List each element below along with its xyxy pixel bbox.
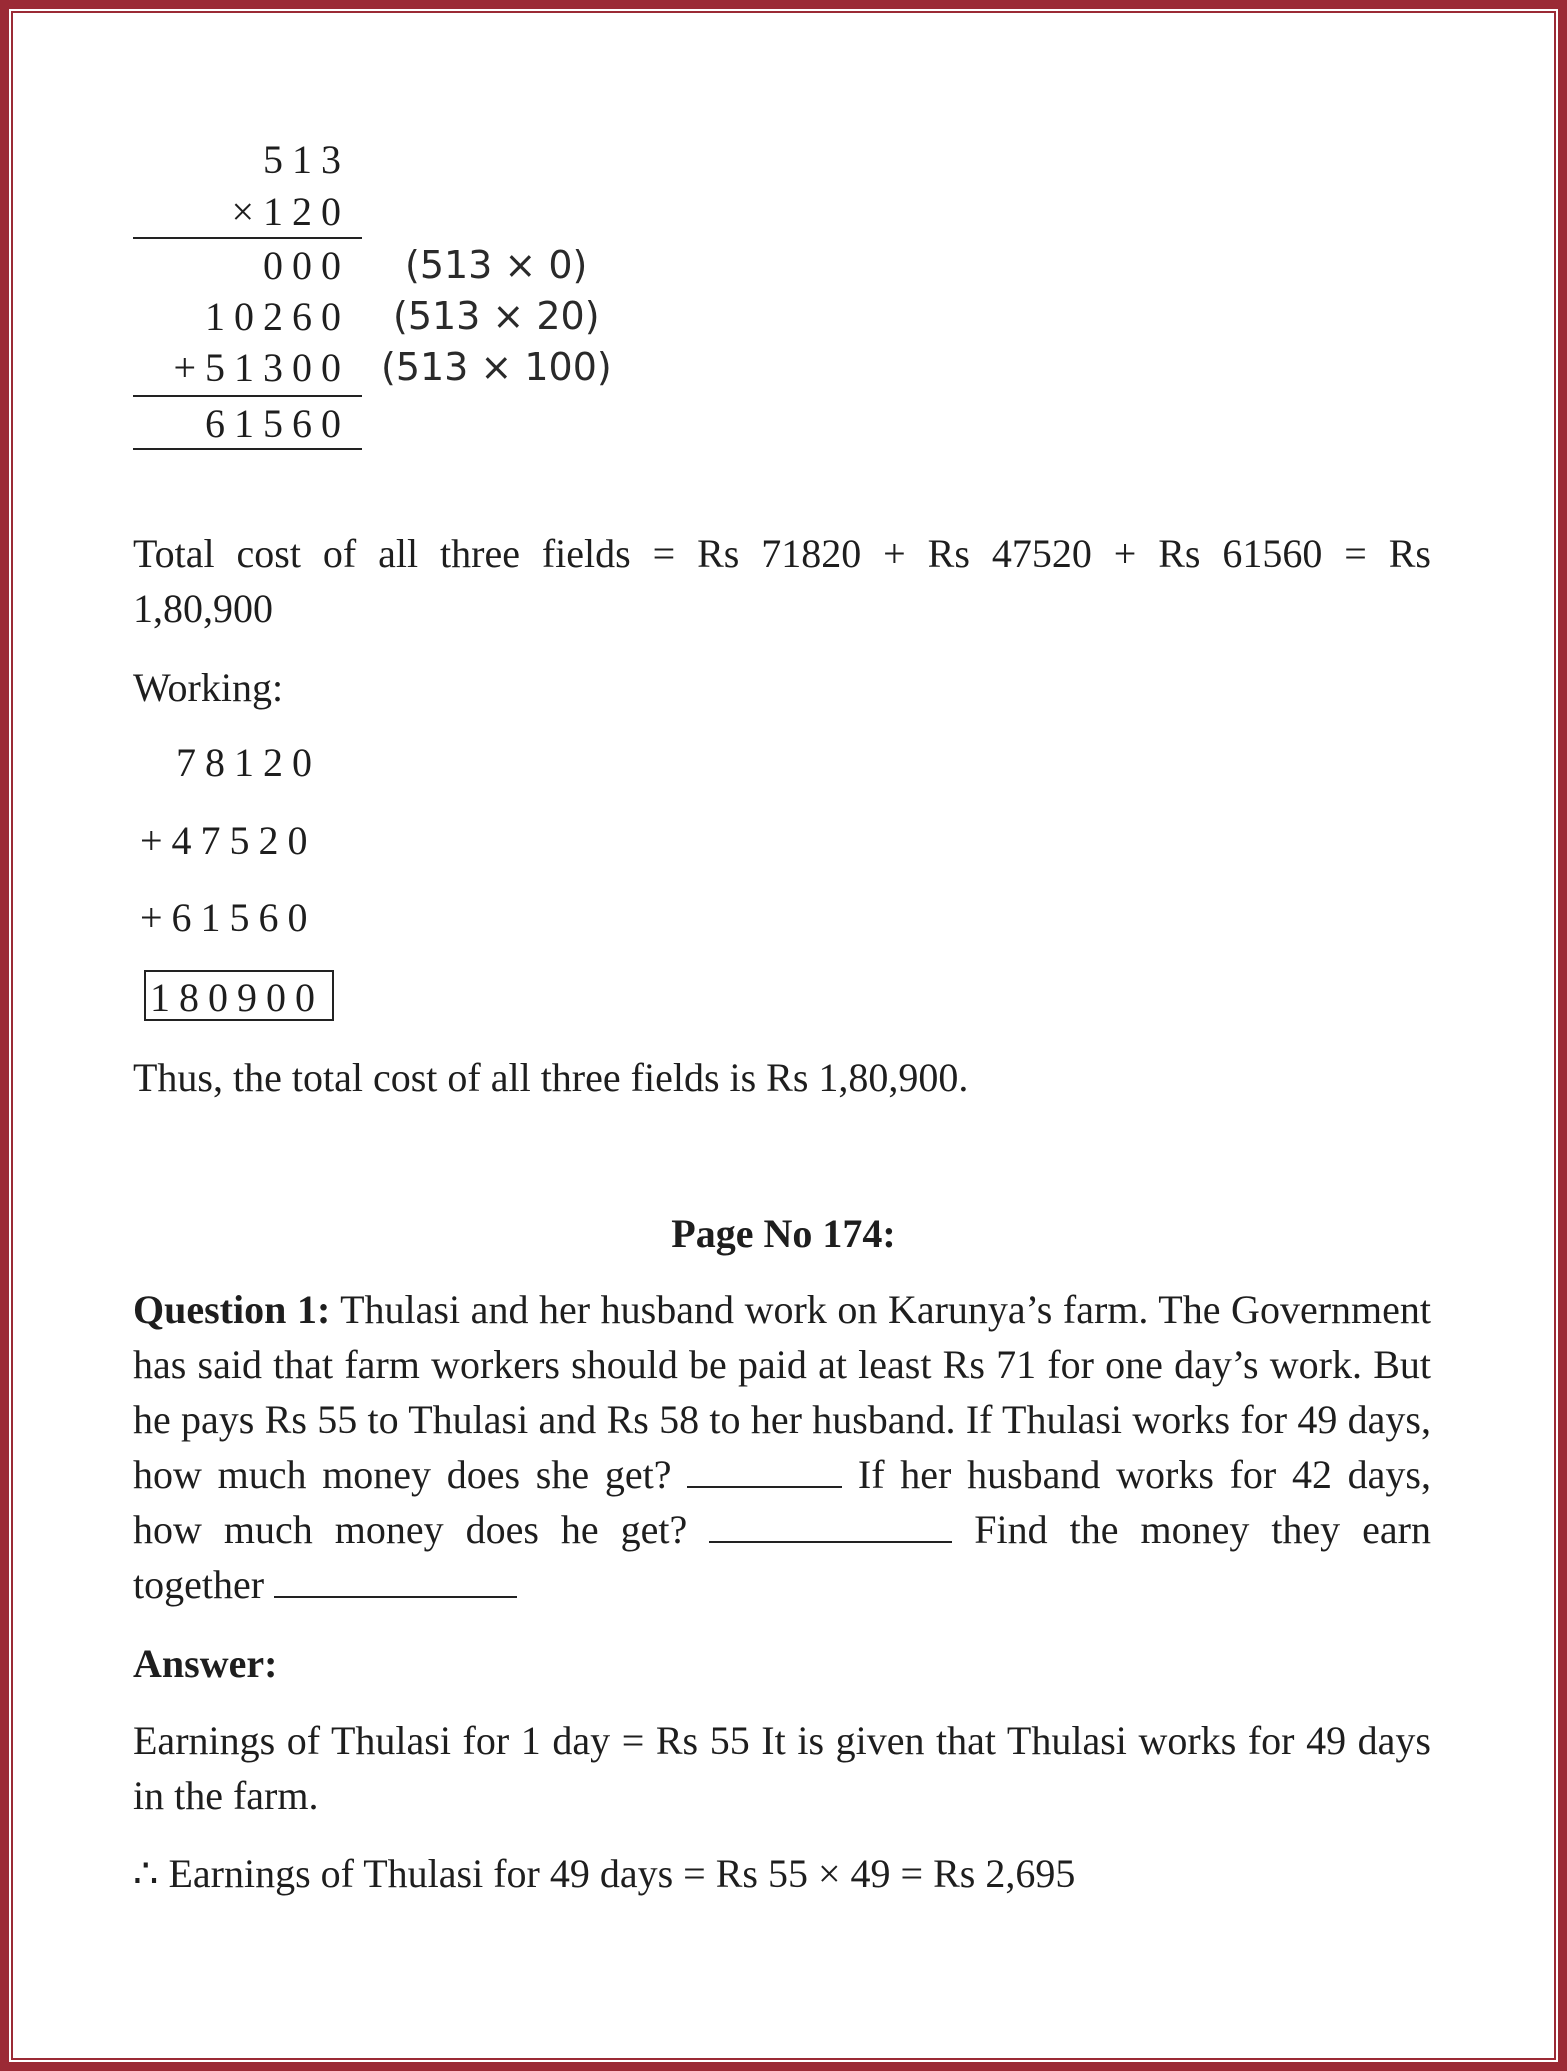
answer-line-1: Earnings of Thulasi for 1 day = Rs 55 It is given that Thulasi works for 49 days in the farm. (133, 1718, 1431, 1818)
answer-blank-3 (274, 1566, 517, 1598)
partial-note-2: (513 × 20) (393, 294, 600, 338)
divider-line (133, 395, 362, 397)
question-text-part-1: Thulasi and her husband work on Karunya’s farm. The Government has said that farm workers should be paid at least Rs 71 for one day’s work. But he pays Rs 55 to Thulasi and Rs 58 to her husband. If Thulasi works for 49 days, how much money does she get? (133, 1287, 1431, 1497)
partial-note-3: (513 × 100) (381, 345, 612, 389)
addend-3: +61560 (140, 895, 317, 940)
answer-blank-1 (687, 1456, 842, 1488)
total-cost-line-1: Total cost of all three fields = Rs 71820 + Rs 47520 + Rs 61560 = Rs (133, 531, 1431, 576)
multiplier: ×120 (231, 189, 350, 234)
addend-2: +47520 (140, 818, 317, 863)
total-cost-statement (133, 526, 1431, 636)
total-cost-conclusion: Thus, the total cost of all three fields is Rs 1,80,900. (133, 1055, 969, 1100)
partial-product-2: 10260 (205, 294, 350, 339)
working-label: Working: (133, 665, 284, 710)
partial-product-3: +51300 (173, 345, 350, 390)
total-cost-line-2: 1,80,900 (133, 586, 273, 631)
question-1 (133, 1282, 1431, 1612)
question-text-part-3: Find the money they earn together (133, 1507, 1431, 1607)
question-label: Question 1: (133, 1287, 331, 1332)
multiplicand: 513 (263, 137, 350, 182)
page-number-heading: Page No 174: (671, 1211, 896, 1256)
boxed-sum: 180900 (144, 970, 334, 1021)
divider-line (133, 448, 362, 450)
question-text-part-2: If her husband works for 42 days, how much money does he get? (133, 1452, 1431, 1552)
answer-blank-2 (709, 1511, 952, 1543)
divider-line (133, 237, 362, 239)
multiplication-column (133, 0, 362, 460)
partial-product-1: 000 (263, 243, 350, 288)
answer-label: Answer: (133, 1641, 278, 1686)
answer-line-2: ∴ Earnings of Thulasi for 49 days = Rs 55 × 49 = Rs 2,695 (133, 1851, 1076, 1896)
product-result: 61560 (205, 401, 350, 446)
partial-note-1: (513 × 0) (405, 243, 588, 287)
addend-1: 78120 (176, 740, 321, 785)
